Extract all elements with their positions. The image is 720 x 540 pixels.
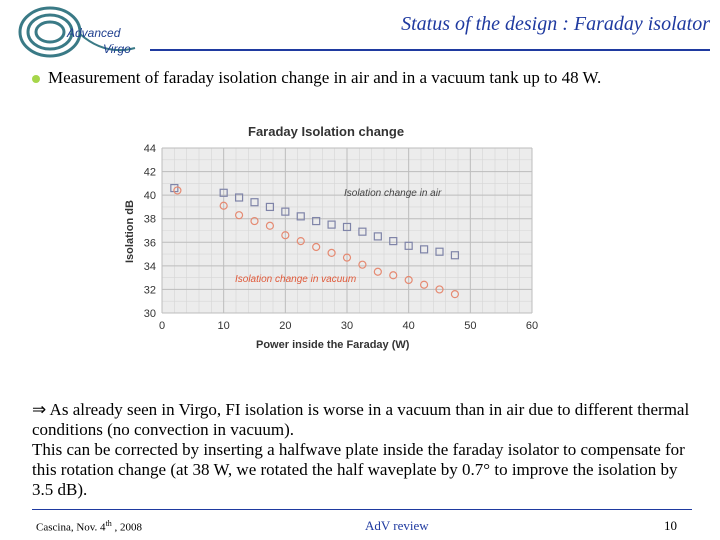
y-tick-label: 30 [143, 308, 156, 320]
y-tick-label: 40 [143, 190, 156, 203]
footer-date-pre: Cascina, Nov. 4 [36, 521, 106, 534]
conclusion-line-2: This can be corrected by inserting a halfwave plate inside the faraday isolator to compensate for this rotation change (at 38 W, we rotated the half waveplate by 0.7° to improve the isolation by 3.5 dB). [32, 440, 685, 499]
logo-text-advanced: Advanced [67, 26, 121, 40]
x-tick-label: 0 [158, 320, 166, 332]
bullet-text: Measurement of faraday isolation change in air and in a vacuum tank up to 48 W. [48, 68, 602, 87]
x-tick-label: 30 [340, 320, 354, 332]
y-tick-label: 42 [143, 166, 156, 179]
y-tick-label: 36 [143, 237, 156, 250]
footer-date-sup: th [105, 519, 112, 528]
footer-divider [32, 509, 692, 510]
isolation-chart [118, 118, 558, 363]
x-tick-label: 60 [525, 320, 539, 332]
slide-title: Status of the design : Faraday isolator [401, 13, 710, 35]
conclusion-line-1: ⇒ As already seen in Virgo, FI isolation is worse in a vacuum than in air due to different thermal conditions (no convection in vacuum). [32, 400, 690, 439]
x-tick-label: 50 [464, 320, 477, 332]
page-number: 10 [664, 518, 677, 533]
series-label-vacuum: Isolation change in vacuum [235, 274, 357, 285]
footer-date-post: , 2008 [111, 521, 143, 534]
footer-center: AdV review [365, 518, 429, 533]
x-tick-label: 40 [402, 320, 415, 332]
x-axis-label: Power inside the Faraday (W) [256, 339, 410, 351]
footer-date [36, 519, 142, 534]
conclusion-text [32, 400, 692, 500]
y-tick-label: 34 [143, 260, 156, 273]
y-tick-label: 32 [143, 284, 156, 297]
x-tick-label: 20 [279, 320, 292, 332]
series-label-air: Isolation change in air [344, 188, 442, 199]
x-tick-label: 10 [217, 320, 230, 332]
title-divider [150, 49, 710, 51]
chart-svg [118, 118, 558, 358]
y-tick-label: 38 [143, 213, 156, 226]
y-tick-label: 44 [143, 143, 156, 155]
logo-text-virgo: Virgo [103, 42, 131, 56]
y-axis-label: Isolation dB [124, 200, 136, 263]
chart-title: Faraday Isolation change [248, 124, 405, 139]
